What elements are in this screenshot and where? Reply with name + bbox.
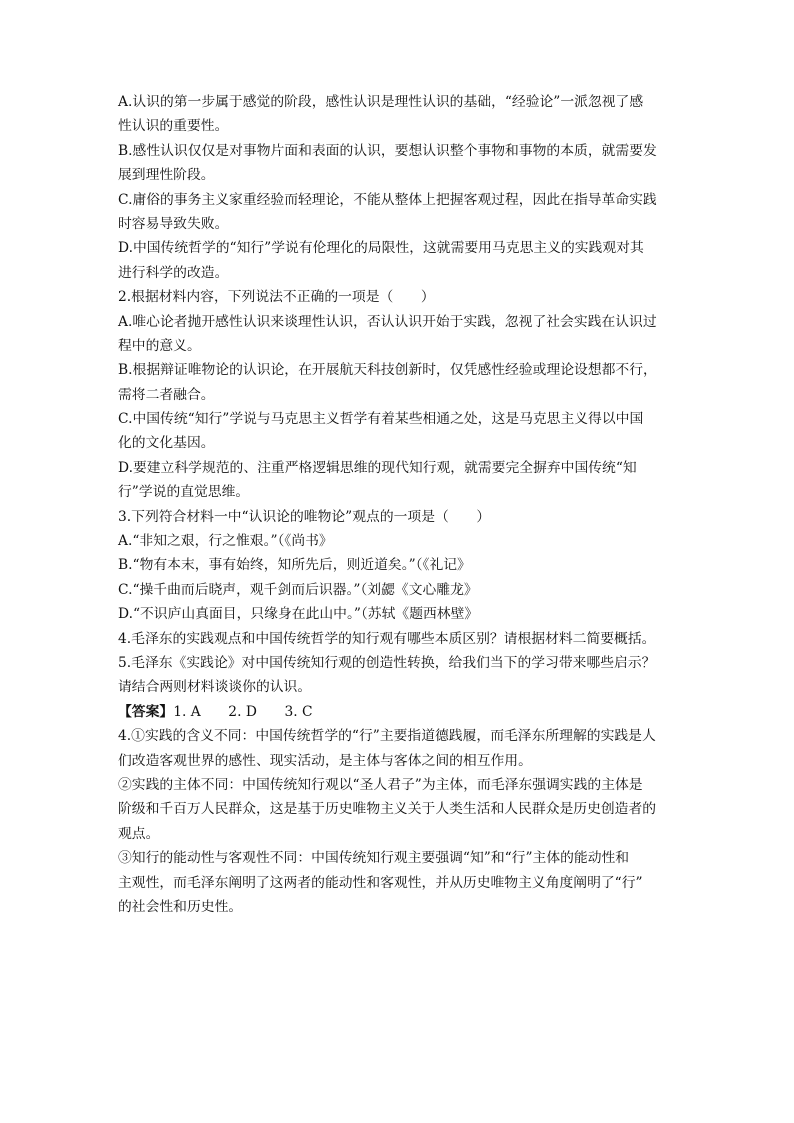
text-line: 主观性，而毛泽东阐明了这两者的能动性和客观性，并从历史唯物主义角度阐明了“行” [118,874,643,891]
text-line: 5.毛泽东《实践论》对中国传统知行观的创造性转换，给我们当下的学习带来哪些启示？ [118,654,656,671]
text-line: 请结合两则材料谈谈你的认识。 [118,679,312,696]
text-line: D.要建立科学规范的、注重严格逻辑思维的现代知行观，就需要完全摒弃中国传统“知 [118,459,637,476]
q3-option-b: B.“物有本末，事有始终，知所先后，则近道矣。”（《礼记》 [118,557,471,574]
document-page [118,90,678,919]
text-line: A.唯心论者抛开感性认识来谈理性认识，否认认识开始于实践，忽视了社会实践在认识过 [118,313,657,330]
q2-option-b [118,358,678,407]
question-5-stem [118,651,678,700]
text-line: 观点。 [118,825,160,842]
text-line: 的社会性和历史性。 [118,898,243,915]
text-line: 行”学说的直觉思维。 [118,484,250,501]
q1-option-b [118,139,678,188]
q2-option-c [118,407,678,456]
q3-option-c: C.“操千曲而后晓声，观千剑而后识器。”（刘勰《文心雕龙》 [118,581,478,598]
text-line: C.庸俗的事务主义家重经验而轻理论，不能从整体上把握客观过程，因此在指导革命实践 [118,191,657,208]
text-line: A.认识的第一步属于感觉的阶段，感性认识是理性认识的基础，“经验论”一派忽视了感 [118,94,644,110]
q2-option-d [118,456,678,505]
text-line: C.中国传统“知行”学说与马克思主义哲学有着某些相通之处，这是马克思主义得以中国 [118,411,644,428]
q1-option-a [118,90,678,139]
text-line: 时容易导致失败。 [118,215,229,232]
answer-key [118,700,678,724]
q2-option-a [118,310,678,359]
text-line: 展到理性阶段。 [118,167,215,184]
text-line: 4.①实践的含义不同：中国传统哲学的“行”主要指道德践履，而毛泽东所理解的实践是人 [118,728,656,745]
text-line: ③知行的能动性与客观性不同：中国传统知行观主要强调“知”和“行”主体的能动性和 [118,850,630,867]
q3-option-a: A.“非知之艰，行之惟艰。”（《尚书》 [118,533,333,550]
text-line: B.感性认识仅仅是对事物片面和表面的认识，要想认识整个事物和事物的本质，就需要发 [118,142,657,159]
text-line: 程中的意义。 [118,337,201,354]
question-2-stem: 2.根据材料内容，下列说法不正确的一项是（ ） [118,289,435,306]
question-4-stem: 4.毛泽东的实践观点和中国传统哲学的知行观有哪些本质区别？请根据材料二简要概括。 [118,630,656,647]
text-line: ②实践的主体不同：中国传统知行观以“圣人君子”为主体，而毛泽东强调实践的主体是 [118,776,643,793]
text-line: 化的文化基因。 [118,435,215,452]
q3-option-d: D.“不识庐山真面目，只缘身在此山中。”（苏轼《题西林壁》 [118,606,479,623]
text-line: 需将二者融合。 [118,386,215,403]
text-line: 阶级和千百万人民群众，这是基于历史唯物主义关于人类生活和人民群众是历史创造者的 [118,801,657,818]
q1-option-c [118,188,678,237]
answer-choices: 1. A 2. D 3. C [173,703,313,720]
answer-tag: 【答案】 [118,703,174,720]
text-line: D.中国传统哲学的“知行”学说有伦理化的局限性，这就需要用马克思主义的实践观对其 [118,240,644,257]
text-line: 性认识的重要性。 [118,118,229,135]
answer-4-point-3 [118,846,678,919]
q1-option-d [118,236,678,285]
text-line: 进行科学的改造。 [118,264,229,281]
answer-4-point-1 [118,724,678,773]
question-3-stem: 3.下列符合材料一中“认识论的唯物论”观点的一项是（ ） [118,508,491,525]
text-line: B.根据辩证唯物论的认识论，在开展航天科技创新时，仅凭感性经验或理论设想都不行， [118,362,657,379]
answer-4-point-2 [118,773,678,846]
text-line: 们改造客观世界的感性、现实活动，是主体与客体之间的相互作用。 [118,752,532,769]
